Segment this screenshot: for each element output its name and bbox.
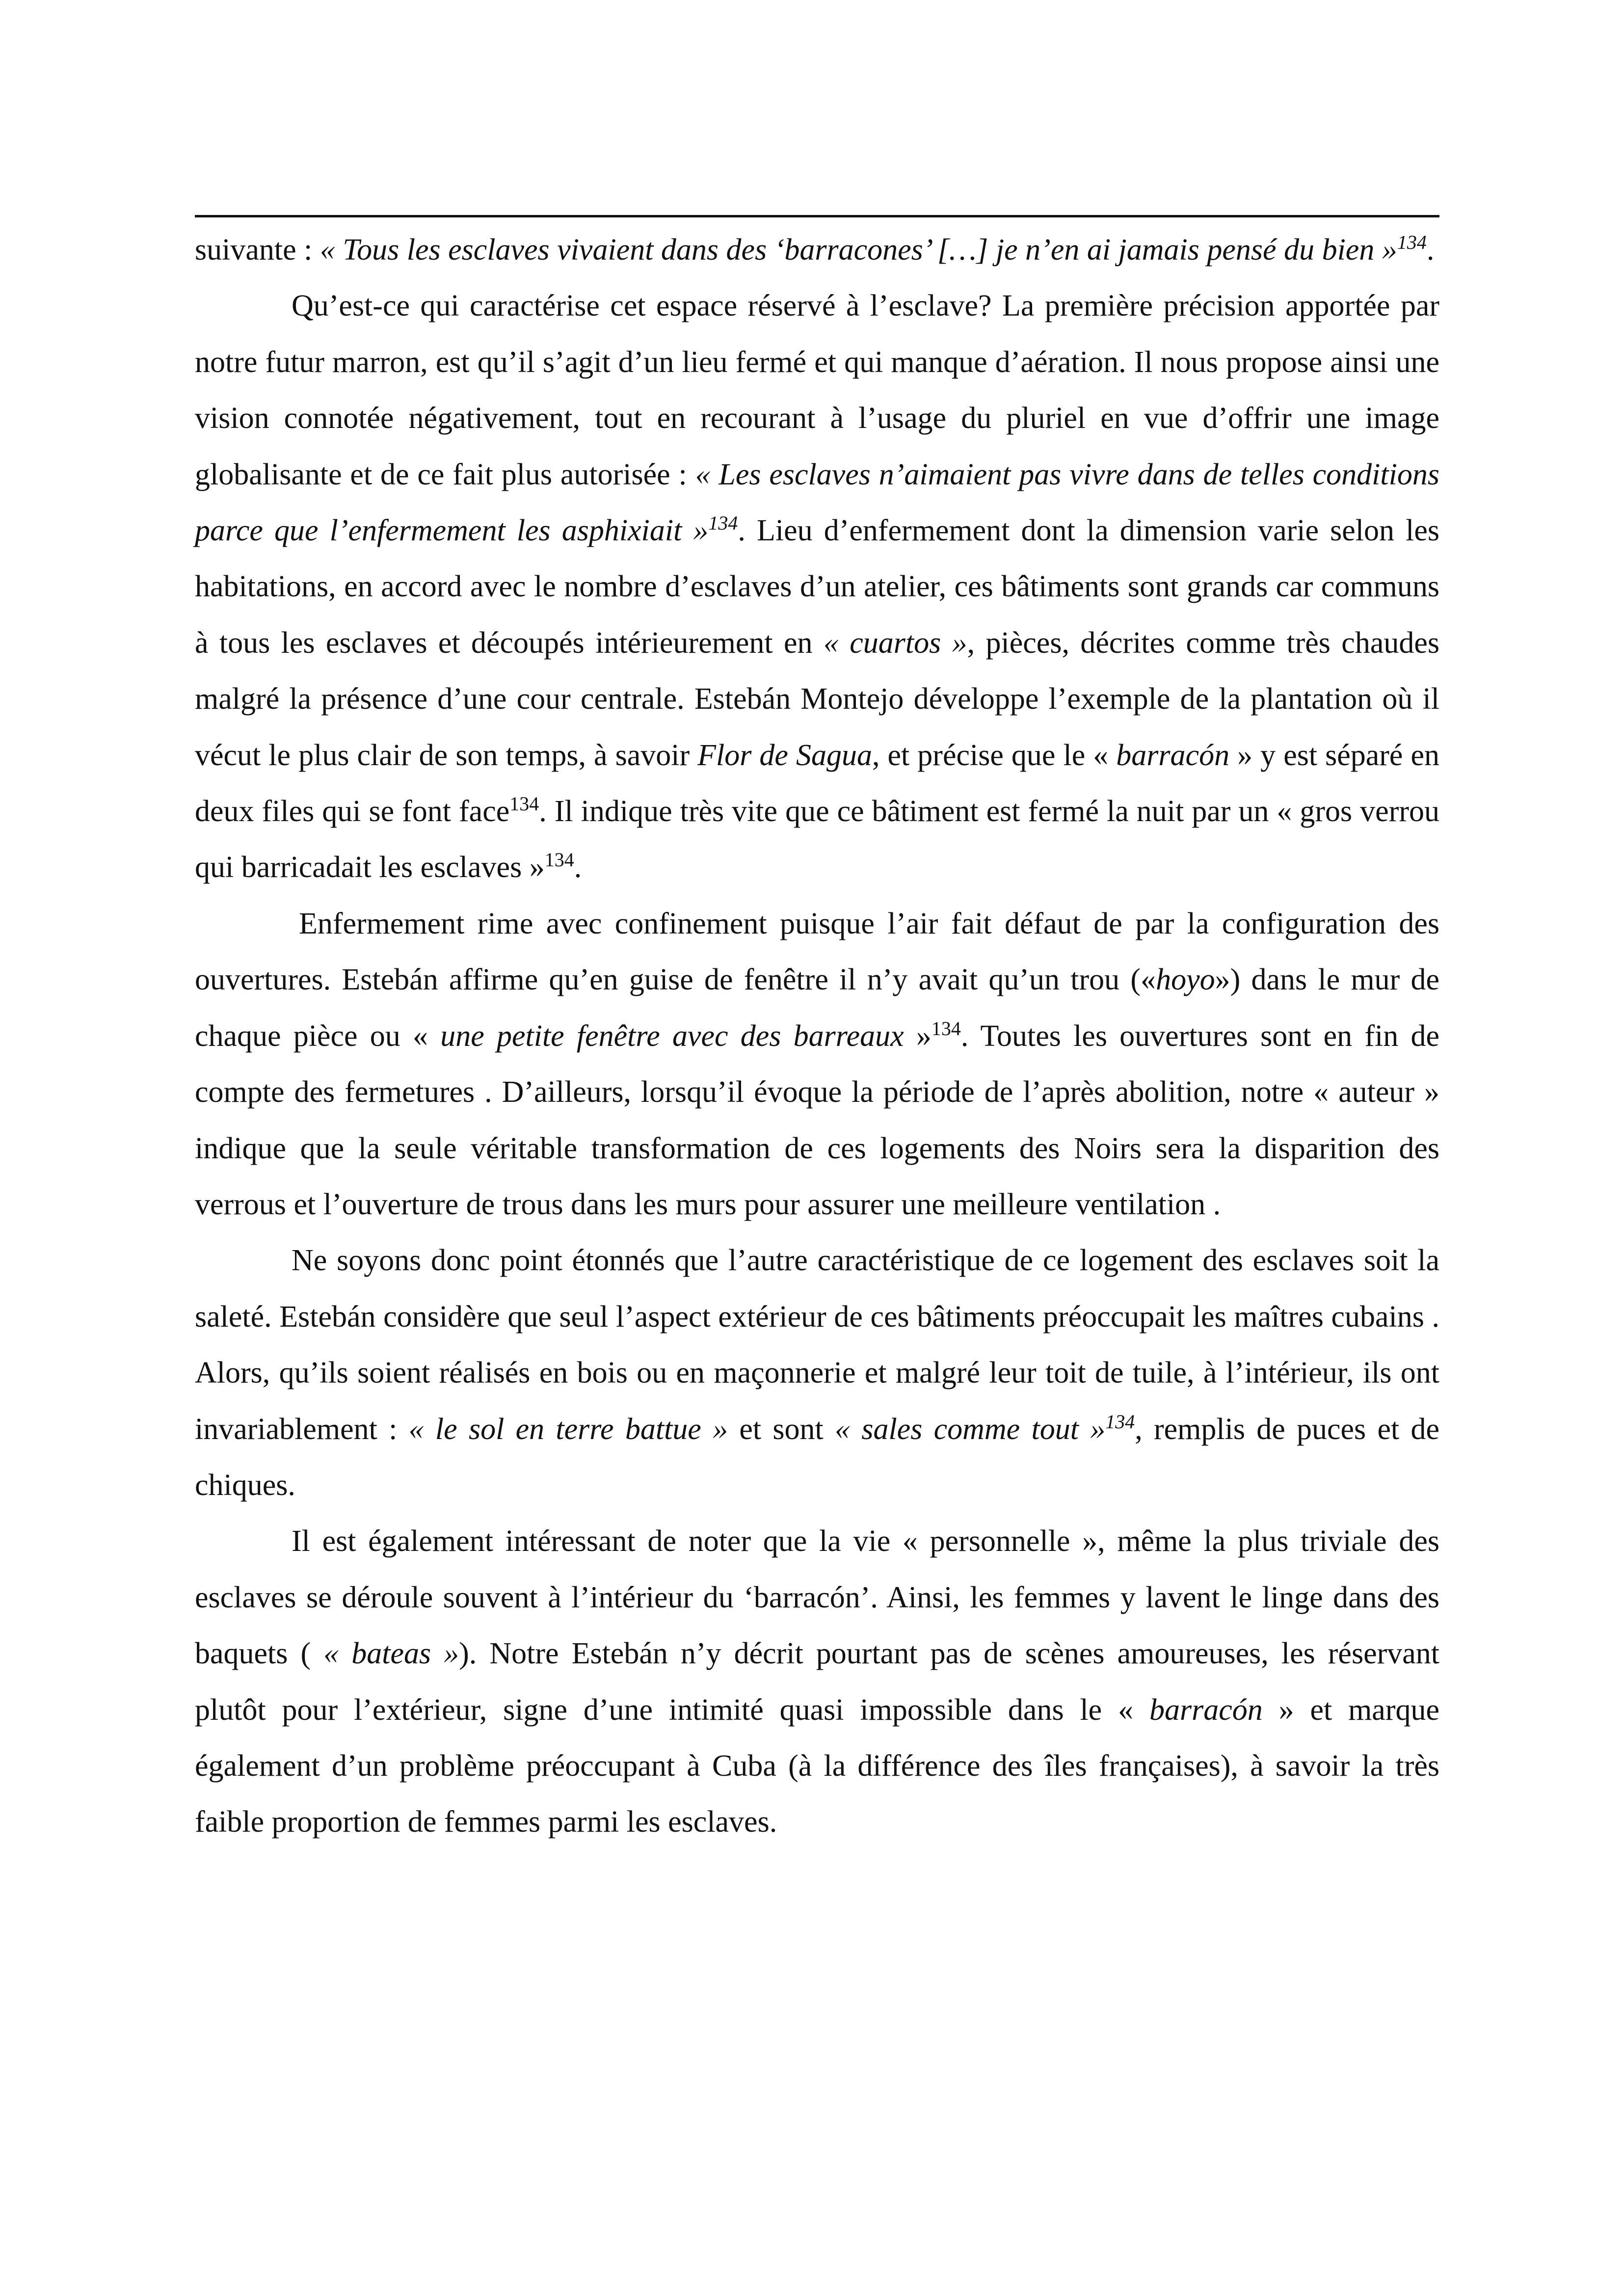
text-run: » et marque également d’un problème préoccupant à Cuba (à la différence des îles françaises), à savoir la très faible proportion de femmes parmi les esclaves. [195, 1693, 1439, 1839]
quote-italic: « cuartos » [823, 626, 967, 660]
quote-italic: « Tous les esclaves vivaient dans des ‘barracones’ […] je n’en ai jamais pensé du bien » [319, 233, 1397, 267]
text-run: Il est également intéressant de noter que la vie « personnelle », même la plus triviale des esclaves se déroule souvent à l’intérieur du ‘barracón’. Ainsi, les femmes y lavent le linge dans des baquets ( [195, 1524, 1439, 1671]
quote-italic: « le sol en terre battue » [408, 1412, 728, 1446]
text-run: ). Notre Estebán n’y décrit pourtant pas de scènes amoureuses, les réservant plutôt pour l’extérieur, signe d’une intimité quasi impossible dans le « [195, 1637, 1439, 1727]
body-text [195, 222, 1439, 1850]
paragraph-5 [195, 1513, 1439, 1850]
text-run: » y est séparé en deux files qui se font face [195, 738, 1440, 828]
footnote-ref: 134 [708, 512, 738, 534]
text-run: Enfermement rime avec confinement puisque l’air fait défaut de par la configuration des ouvertures. Estebán affirme qu’en guise de fenêtre il n’y avait qu’un trou (« [195, 907, 1439, 997]
paragraph-4 [195, 1232, 1439, 1513]
quote-italic: une petite fenêtre avec des barreaux [440, 1019, 904, 1053]
text-run: Qu’est-ce qui caractérise cet espace réservé à l’esclave? La première précision apportée par notre futur marron, est qu’il s’agit d’un lieu fermé et qui manque d’aération. Il nous propose ainsi une vision connotée négativement, tout en recourant à l’usage du pluriel en vue d’offrir une image globalisante et de ce fait plus autorisée : [195, 289, 1439, 491]
paragraph-1 [195, 222, 1439, 278]
term-italic: barracón [1149, 1693, 1263, 1727]
footnote-ref: 134 [1397, 231, 1427, 253]
text-run: ») dans le mur de chaque pièce ou « [195, 963, 1439, 1053]
quote-italic: « bateas » [323, 1637, 459, 1671]
quote-italic: « sales comme tout » [835, 1412, 1106, 1446]
term-italic: barracón [1116, 738, 1230, 772]
footnote-ref: 134 [509, 793, 539, 815]
text-run: . Toutes les ouvertures sont en fin de compte des fermetures . D’ailleurs, lorsqu’il évoque la période de l’après abolition, notre « auteur » indique que la seule véritable transformation de ces logements des Noirs sera la disparition des verrous et l’ouverture de trous dans les murs pour assurer une meilleure ventilation . [195, 1019, 1440, 1221]
footnote-ref: 134 [931, 1017, 961, 1040]
text-run: . [1426, 233, 1435, 267]
text-run: » [904, 1019, 931, 1053]
quote-italic: « Les esclaves n’aimaient pas vivre dans de telles conditions parce que l’enfermement les asphixiait » [195, 457, 1439, 548]
text-run: . Il indique très vite que ce bâtiment est fermé la nuit par un « gros verrou qui barricadait les esclaves » [195, 795, 1439, 884]
top-rule [195, 215, 1439, 217]
text-run: , pièces, décrites comme très chaudes malgré la présence d’une cour centrale. Estebán Montejo développe l’exemple de la plantation où il vécut le plus clair de son temps, à savoir [195, 626, 1439, 772]
text-run: . [574, 851, 582, 884]
text-run: et sont [728, 1412, 835, 1446]
text-run: . Lieu d’enfermement dont la dimension varie selon les habitations, en accord avec le nombre d’esclaves d’un atelier, ces bâtiments sont grands car communs à tous les esclaves et découpés intérieurement en [195, 514, 1439, 660]
text-run: , et précise que le « [872, 738, 1117, 772]
text-run: , remplis de puces et de chiques. [195, 1412, 1440, 1502]
footnote-ref: 134 [1105, 1410, 1135, 1433]
place-name-italic: Flor de Sagua [697, 738, 872, 772]
paragraph-2 [195, 278, 1439, 895]
footnote-ref: 134 [544, 849, 574, 871]
paragraph-3 [195, 896, 1439, 1232]
text-run: Ne soyons donc point étonnés que l’autre caractéristique de ce logement des esclaves soit la saleté. Estebán considère que seul l’aspect extérieur de ces bâtiments préoccupait les maîtres cubains . Alors, qu’ils soient réalisés en bois ou en maçonnerie et malgré leur toit de tuile, à l’intérieur, ils ont invariablement : [195, 1244, 1439, 1446]
term-italic: hoyo [1156, 963, 1215, 997]
text-run: suivante : [195, 233, 320, 267]
